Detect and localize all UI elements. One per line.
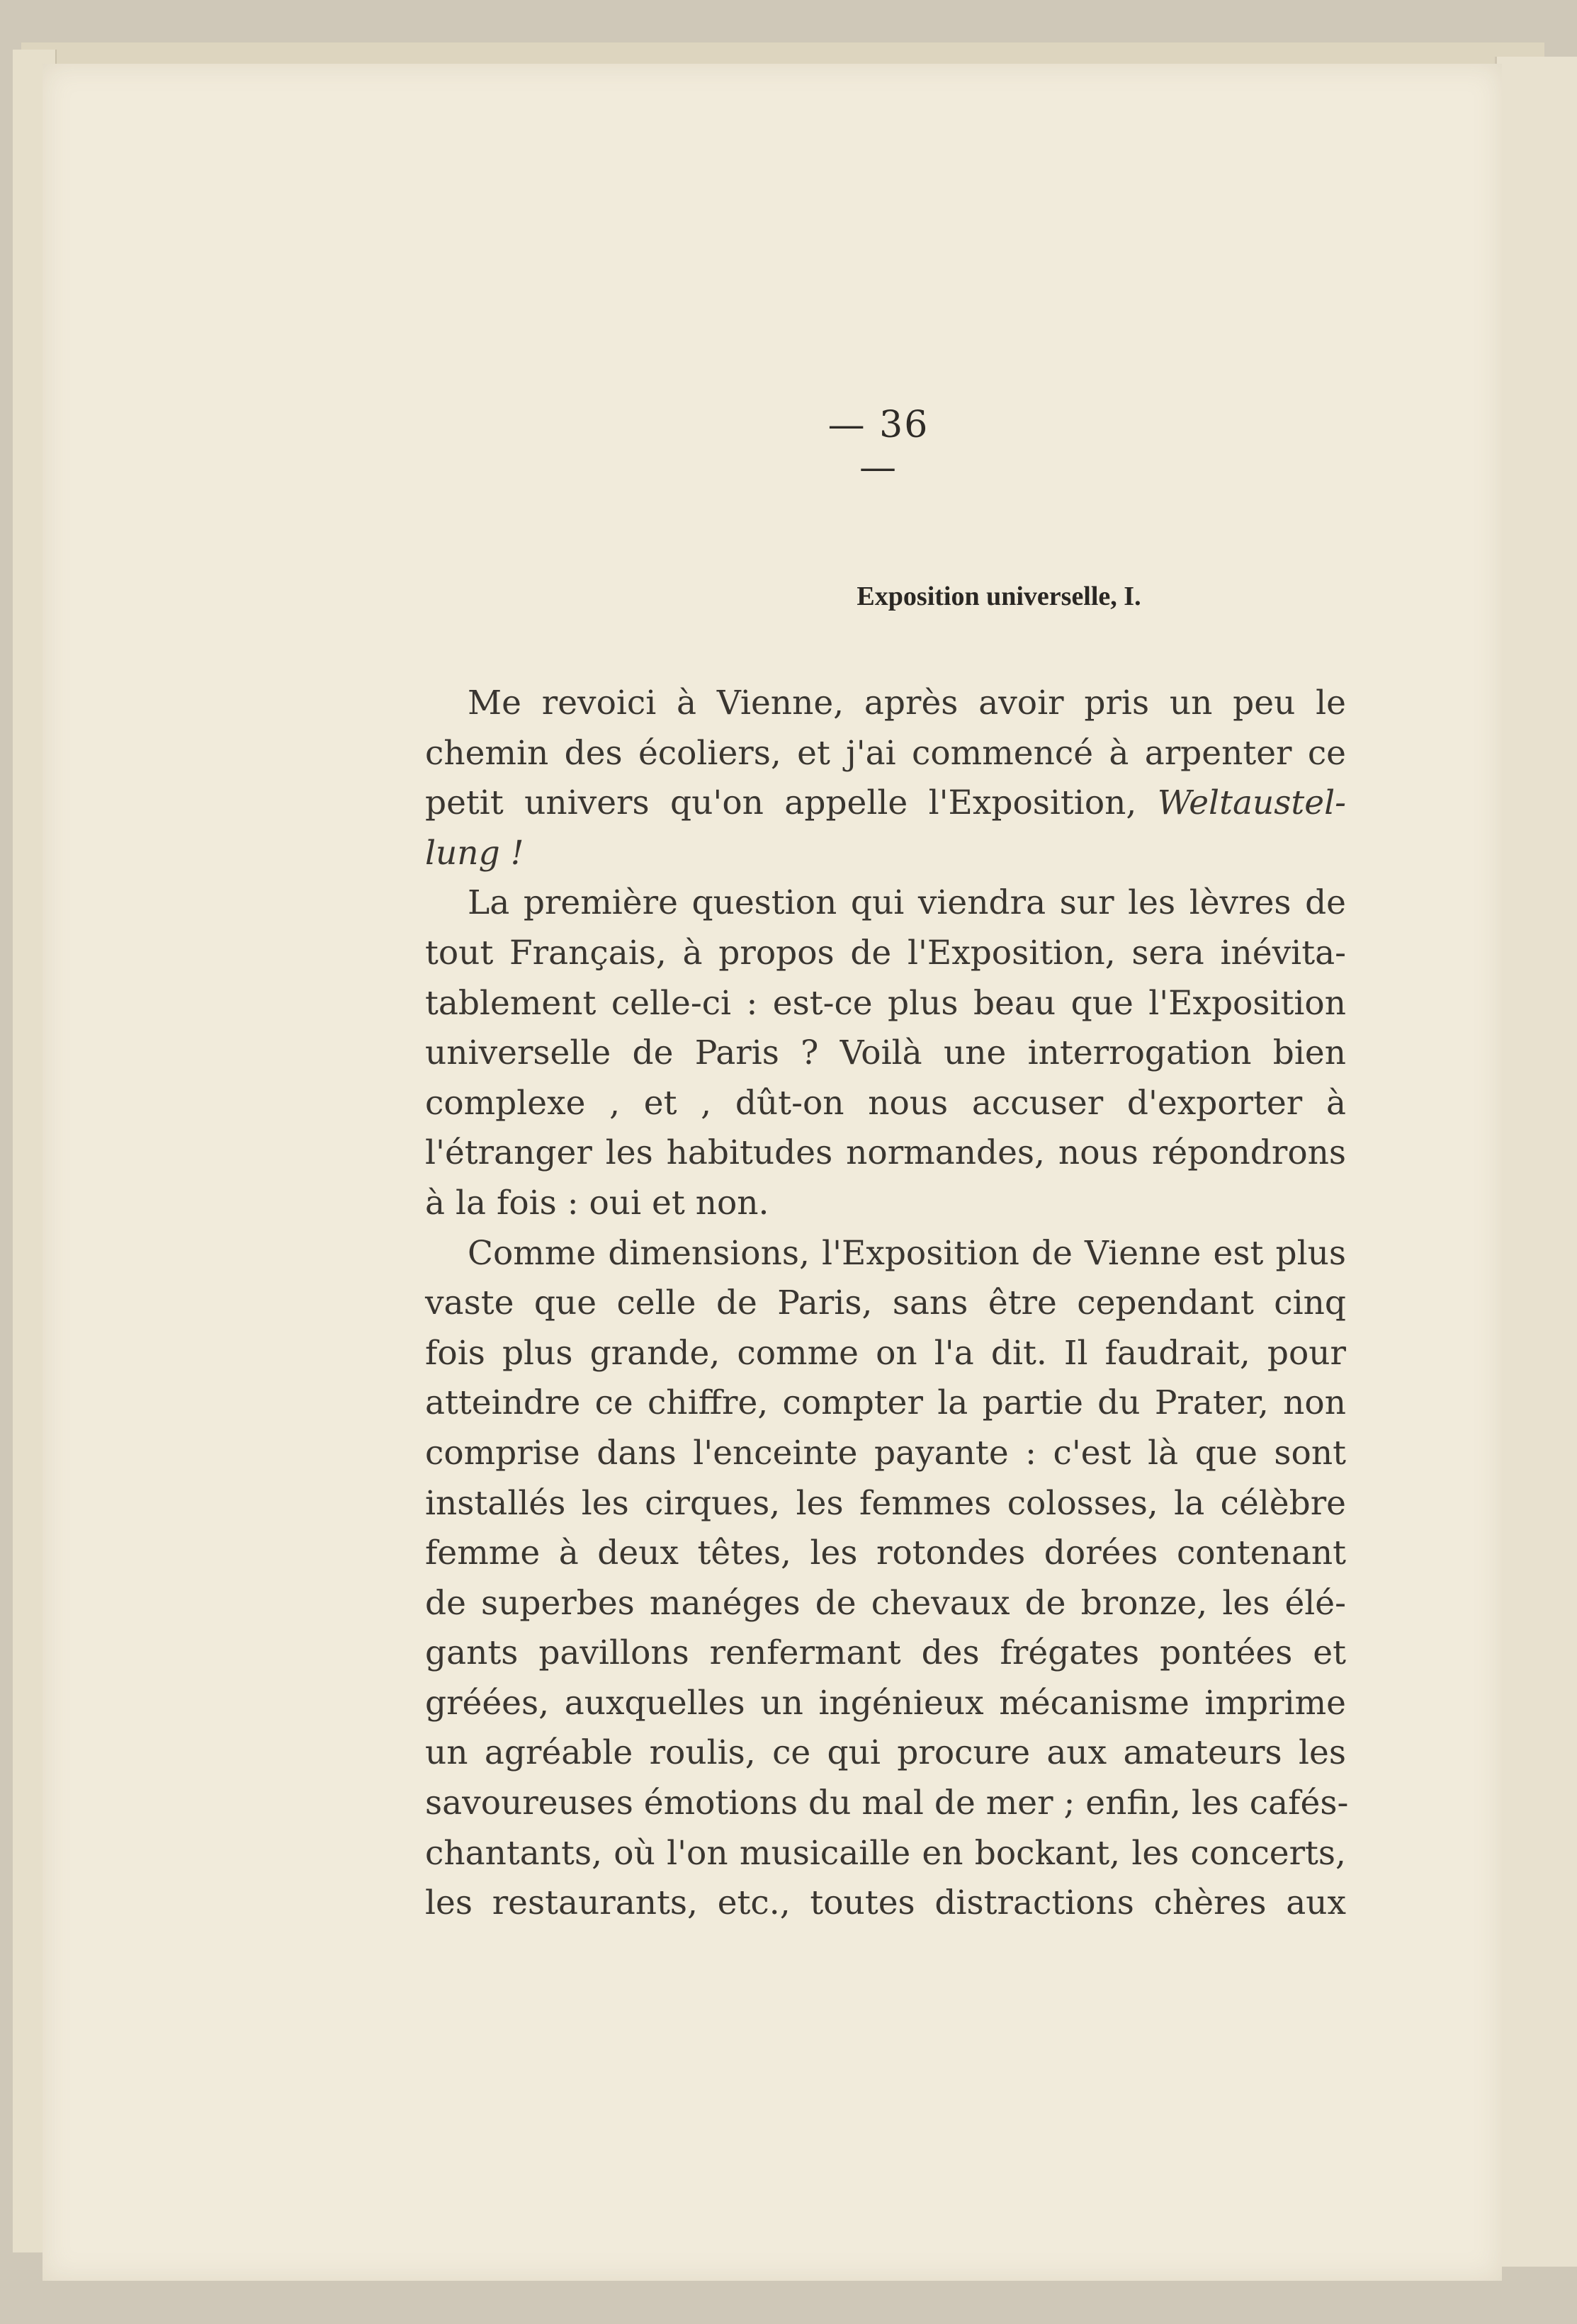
body-text xyxy=(425,679,1349,1929)
text-line: La première question qui viendra sur les lèvres de xyxy=(468,883,1346,923)
facing-page-edge xyxy=(1495,57,1577,2267)
text-line: à la fois : oui et non. xyxy=(425,1183,769,1223)
text-fragment: petit univers qu'on appelle l'Exposition, xyxy=(425,783,1137,823)
text-line: installés les cirques, les femmes colosses, la célèbre xyxy=(425,1483,1346,1523)
text-line: l'étranger les habitudes normandes, nous répondrons xyxy=(425,1133,1346,1173)
text-line: savoureuses émotions du mal de mer ; enfin, les cafés- xyxy=(425,1784,1349,1823)
text-line: vaste que celle de Paris, sans être cependant cinq xyxy=(425,1283,1346,1323)
text-line: comprise dans l'enceinte payante : c'est là que sont xyxy=(425,1433,1346,1473)
text-line: Me revoici à Vienne, après avoir pris un peu le xyxy=(468,684,1346,722)
text-line: chemin des écoliers, et j'ai commencé à arpenter ce xyxy=(425,733,1346,773)
text-line xyxy=(425,778,1346,829)
page-number: — 36 — xyxy=(827,404,929,489)
running-head: Exposition universelle, I. xyxy=(857,582,1141,611)
text-line: les restaurants, etc., toutes distractions chères aux xyxy=(425,1883,1346,1923)
italic-word: Weltaustel- xyxy=(1157,783,1346,823)
text-line: tablement celle-ci : est-ce plus beau que l'Exposition xyxy=(425,983,1346,1023)
text-line: femme à deux têtes, les rotondes dorées contenant xyxy=(425,1534,1346,1573)
text-line: complexe , et , dût-on nous accuser d'exporter à xyxy=(425,1083,1346,1123)
text-line: Comme dimensions, l'Exposition de Vienne est plus xyxy=(468,1233,1346,1273)
text-line: tout Français, à propos de l'Exposition, sera inévita- xyxy=(425,933,1346,973)
book-page xyxy=(43,64,1502,2281)
text-line: atteindre ce chiffre, compter la partie du Prater, non xyxy=(425,1383,1346,1423)
text-line: de superbes manéges de chevaux de bronze, les élé- xyxy=(425,1583,1346,1623)
text-line: un agréable roulis, ce qui procure aux amateurs les xyxy=(425,1733,1346,1773)
italic-word: lung ! xyxy=(425,833,524,873)
text-line: chantants, où l'on musicaille en bockant, les concerts, xyxy=(425,1833,1346,1873)
text-line: gants pavillons renfermant des frégates pontées et xyxy=(425,1633,1346,1673)
text-line: fois plus grande, comme on l'a dit. Il faudrait, pour xyxy=(425,1333,1346,1373)
text-line: universelle de Paris ? Voilà une interrogation bien xyxy=(425,1033,1346,1073)
text-line xyxy=(425,829,1346,879)
page-stack-top-edge xyxy=(21,42,1544,64)
text-line: gréées, auxquelles un ingénieux mécanisme imprime xyxy=(425,1683,1346,1723)
